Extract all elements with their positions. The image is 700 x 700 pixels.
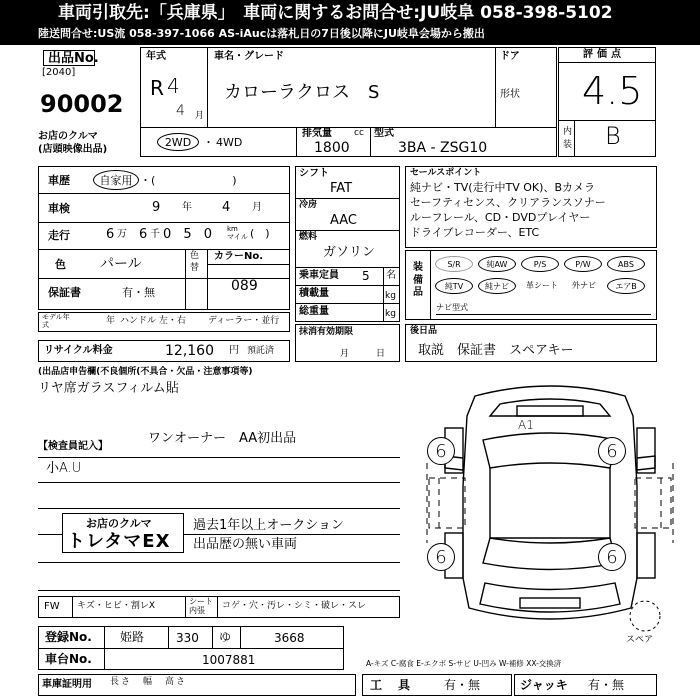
- registration-place: 姫路: [120, 630, 145, 644]
- year-month-unit: 月: [195, 111, 205, 121]
- damage-legend: A-キズ C-腐食 E-エクボ S-サビ U-凹み W-補修 XX-交換済: [366, 659, 562, 668]
- car-name: カローラクロス S: [224, 82, 380, 103]
- displacement-unit: cc: [354, 128, 364, 138]
- model-value: 3BA - ZSG10: [398, 140, 488, 156]
- gross-unit: kg: [385, 309, 396, 319]
- navi-model-label: ナビ型式: [436, 303, 468, 312]
- spare-label: スペア: [626, 635, 654, 645]
- equipment-label: 装備品: [413, 262, 423, 298]
- cert-chars: 長さ 幅 高さ: [110, 677, 188, 687]
- capacity-unit: 名: [386, 270, 396, 281]
- damage-mark-front-right: 6: [598, 437, 626, 465]
- tools-value: 有・無: [444, 678, 481, 692]
- recycle-unit: 円: [229, 345, 239, 356]
- year-label: 年式: [146, 51, 166, 62]
- load-unit: kg: [385, 291, 396, 301]
- color-change-label: 色替: [190, 251, 200, 273]
- lot-number: 90002: [40, 90, 124, 118]
- sales-point-line-1: 純ナビ・TV(走行中TV OK)、Bカメラ: [410, 181, 595, 194]
- fuel-label: 燃料: [299, 232, 318, 242]
- note-header: (出品店申告欄(不良個所(不具合・欠品・注意事項等): [38, 367, 253, 377]
- reg-expiry-unit: 月 日: [340, 349, 386, 359]
- capacity-label: 乗車定員: [299, 270, 339, 281]
- score-value: 4.5: [582, 69, 643, 113]
- sales-point-line-3: ルーフレール、CD・DVDプレイヤー: [410, 211, 591, 224]
- mileage-label: 走行: [48, 229, 70, 242]
- interior-label: 内装: [563, 127, 573, 150]
- defect-text1: キズ・ヒビ・割レX: [77, 601, 155, 611]
- year-month: 4: [176, 103, 185, 119]
- mileage-man: 6: [106, 227, 115, 242]
- banner-line1: 過去1年以上オークション: [193, 518, 345, 533]
- recycle-label: リサイクル料金: [44, 345, 113, 356]
- ac-label: 冷房: [299, 200, 318, 210]
- chassis-label: 車台No.: [45, 652, 92, 666]
- registration-label: 登録No.: [45, 630, 92, 644]
- shape-label: 形状: [500, 89, 520, 100]
- name-label: 車名・グレード: [214, 51, 284, 62]
- model-year-unit: 年: [106, 316, 116, 326]
- warranty-label: 保証書: [48, 286, 81, 299]
- defect-text2: シート内張: [189, 597, 213, 615]
- mileage-sen-unit: 千: [150, 229, 160, 240]
- equip-airbag: エアB: [607, 278, 645, 294]
- mileage-rest: 0 5 0: [163, 227, 217, 242]
- jack-label: ジャッキ: [520, 678, 568, 692]
- later-label: 後日品: [410, 326, 438, 336]
- shop-note: お店のクルマ (店頭映像出品): [38, 131, 108, 155]
- inspector-label: 【検査員記入】: [38, 441, 108, 452]
- score-label: 評価点: [583, 49, 625, 60]
- handle-option: ハンドル 左・右: [120, 316, 186, 326]
- reg-expiry-label: 抹消有効期限: [299, 327, 354, 337]
- equip-aw-circled: 純AW: [478, 256, 516, 272]
- damage-mark-front-left: 6: [427, 437, 455, 465]
- tools-label: 工 具: [370, 678, 413, 692]
- inspection-month-unit: 月: [252, 202, 262, 213]
- inspection-month: 4: [222, 200, 231, 215]
- sales-point-line-4: ドライブレコーダー、ETC: [410, 226, 540, 239]
- chassis-value: 1007881: [202, 653, 256, 667]
- drive-2wd-circled: 2WD: [157, 133, 199, 151]
- header-line1: 車両引取先:「兵庫県」 車両に関するお問合せ:JU岐阜 058-398-5102: [58, 3, 613, 23]
- lot-label: 出品No.: [48, 51, 99, 66]
- dealer-option: ディーラー・並行: [208, 316, 280, 326]
- banner-line2: 出品歴の無い車両: [193, 537, 298, 552]
- ac-value: AAC: [330, 213, 357, 228]
- defect-text3: コゲ・穴・汚レ・シミ・破レ・スレ: [222, 601, 367, 611]
- capacity-value: 5: [362, 269, 370, 283]
- drive-4wd: 4WD: [216, 136, 243, 149]
- warranty-value: 有・無: [122, 286, 155, 299]
- model-year-label: モデル年式: [42, 313, 70, 329]
- damage-a1: A1: [518, 418, 534, 432]
- header-bar: [0, 0, 700, 45]
- cert-label: 車庫証明用: [42, 679, 92, 690]
- interior-grade: B: [605, 122, 621, 150]
- history-rest: ・( ): [140, 174, 237, 187]
- color-value: パール: [100, 256, 142, 272]
- inspection-year-unit: 年: [182, 202, 192, 213]
- history-label: 車歴: [48, 174, 70, 187]
- equip-abs: ABS: [607, 256, 645, 272]
- color-code: 089: [231, 278, 258, 294]
- inspector-text: ワンオーナー AA初出品: [148, 431, 297, 446]
- mileage-sen: 6: [139, 227, 148, 242]
- history-value-circled: 自家用: [93, 170, 139, 190]
- damage-mark-rear-right: 6: [598, 543, 626, 571]
- displacement-label: 排気量: [302, 128, 332, 139]
- color-label: 色: [55, 258, 66, 271]
- equip-pw: P/W: [564, 256, 602, 272]
- recycle-value: 12,160: [165, 343, 214, 359]
- registration-class: 330: [176, 631, 199, 645]
- fuel-value: ガソリン: [323, 245, 376, 260]
- equip-ext-navi: 外ナビ: [572, 281, 596, 290]
- equip-tv-circled: 純TV: [435, 278, 473, 294]
- sales-points-label: セールスポイント: [410, 168, 482, 178]
- equip-sr: S/R: [435, 256, 473, 272]
- damage-mark-rear-left: 6: [427, 543, 455, 571]
- inspection-label: 車検: [48, 202, 70, 215]
- load-label: 積載量: [299, 288, 329, 299]
- equip-navi-circled: 純ナビ: [478, 278, 516, 294]
- mileage-unit: km マイル: [227, 225, 248, 241]
- displacement-value: 1800: [314, 140, 350, 156]
- shift-value: FAT: [330, 181, 353, 196]
- registration-number: 3668: [274, 631, 305, 645]
- equip-ps: P/S: [521, 256, 559, 272]
- shift-label: シフト: [299, 168, 329, 179]
- mileage-man-unit: 万: [117, 229, 127, 240]
- inspector-handwriting: 小A.U: [46, 461, 82, 476]
- banner-big: トレタマEX: [67, 531, 171, 552]
- note-line: リヤ席ガラスフィルム貼: [38, 381, 179, 396]
- banner-small: お店のクルマ: [86, 517, 152, 530]
- model-label: 型式: [374, 128, 394, 139]
- registration-kana: ゆ: [219, 630, 232, 644]
- gross-label: 総重量: [299, 306, 329, 317]
- lot-code: [2040]: [42, 67, 76, 78]
- equip-leather: 革シート: [526, 281, 558, 290]
- sales-point-line-2: セーフティセンス、クリアランスソナー: [410, 196, 606, 209]
- later-value: 取説 保証書 スペアキー: [418, 343, 574, 358]
- mileage-paren: ( ): [250, 227, 270, 240]
- inspection-year: 9: [152, 200, 161, 215]
- year-era: R: [150, 76, 164, 100]
- door-label: ドア: [500, 51, 520, 62]
- jack-value: 有・無: [588, 678, 625, 692]
- recycle-note: 預託済: [247, 346, 275, 356]
- color-code-label: カラーNo.: [214, 251, 264, 262]
- header-line2: 陸送問合せ:US流 058-397-1066 AS-iAucは落札日の7日後以降にJU岐阜会場から搬出: [38, 27, 485, 40]
- year-value: 4: [167, 74, 180, 98]
- defect-fw: FW: [44, 601, 60, 612]
- drive-dot: ・: [203, 136, 214, 149]
- car-diagram: [405, 368, 695, 658]
